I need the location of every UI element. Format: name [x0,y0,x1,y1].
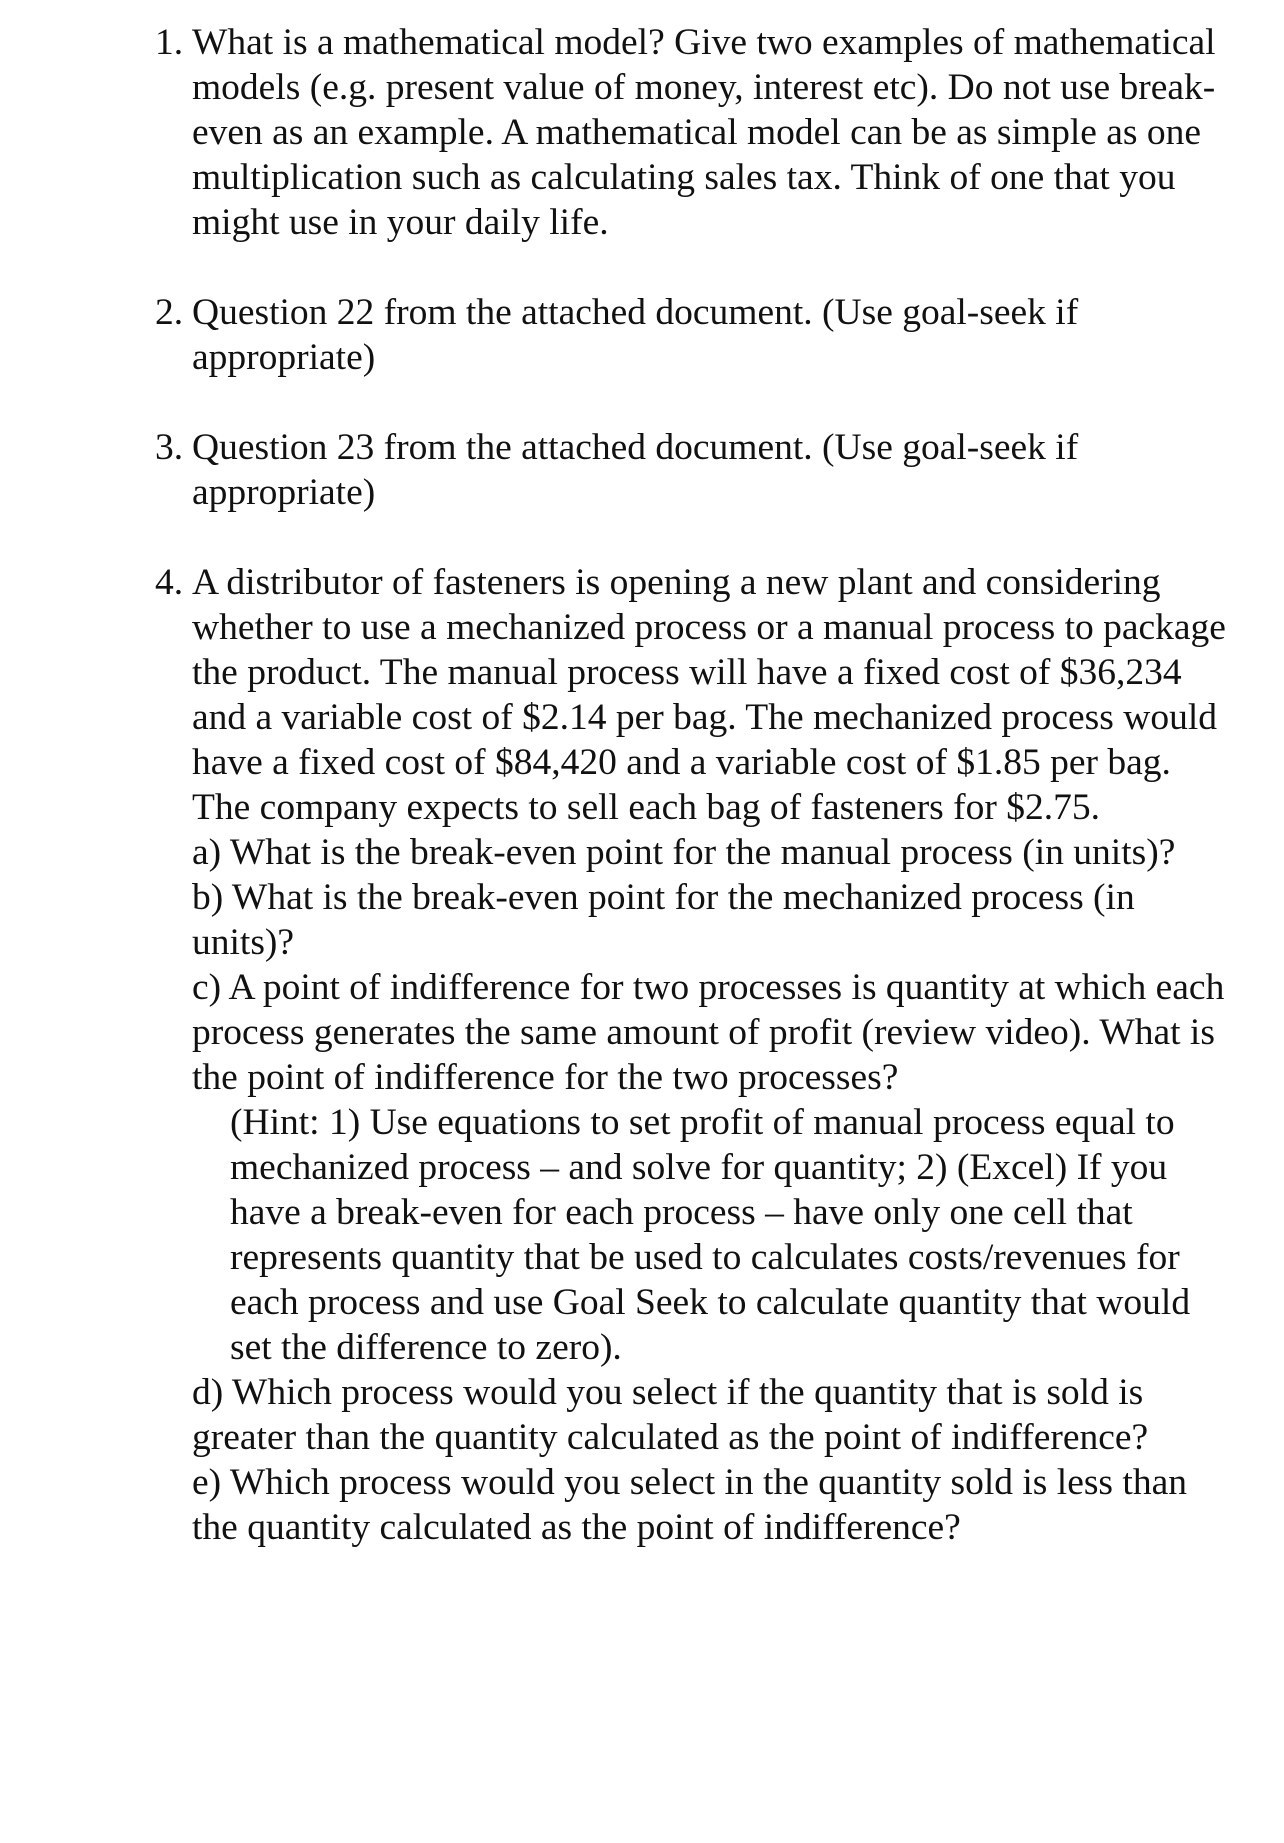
question-2 [155,290,1235,380]
part-b: b) What is the break-even point for the mechanized process (in units)? [192,877,1135,963]
question-number: 1. [155,22,184,63]
question-1 [155,20,1235,245]
question-text: Question 22 from the attached document. (Use goal-seek if appropriate) [192,292,1079,378]
question-number: 2. [155,292,184,333]
question-number: 3. [155,427,184,468]
hint-text: (Hint: 1) Use equations to set profit of manual process equal to mechanized process – and solve for quantity; 2) (Excel) If you have a break-even for each process – have only one cell that represents quantity that be used to calculates costs/revenues for each process and use Goal Seek to calculate quantity that would set the difference to zero). [230,1102,1191,1368]
question-3 [155,425,1235,515]
part-e: e) Which process would you select in the quantity sold is less than the quantity calculated as the point of indifference? [192,1462,1187,1548]
question-text: Question 23 from the attached document. (Use goal-seek if appropriate) [192,427,1079,513]
question-4 [155,560,1235,1550]
question-number: 4. [155,562,184,603]
part-a: a) What is the break-even point for the manual process (in units)? [192,832,1176,873]
question-text: A distributor of fasteners is opening a new plant and considering whether to use a mechanized process or a manual process to package the product. The manual process will have a fixed cost of $36,234 and a variable cost of $2.14 per bag. The mechanized process would have a fixed cost of $84,420 and a variable cost of $1.85 per bag. The company expects to sell each bag of fasteners for $2.75. [192,562,1226,828]
part-d: d) Which process would you select if the quantity that is sold is greater than the quantity calculated as the point of indifference? [192,1372,1149,1458]
assignment-document [155,20,1235,1595]
question-text: What is a mathematical model? Give two examples of mathematical models (e.g. present value of money, interest etc). Do not use break-even as an example. A mathematical model can be as simple as one multiplication such as calculating sales tax. Think of one that you might use in your daily life. [192,22,1216,243]
part-c: c) A point of indifference for two processes is quantity at which each process generates the same amount of profit (review video). What is the point of indifference for the two processes? [192,967,1225,1098]
